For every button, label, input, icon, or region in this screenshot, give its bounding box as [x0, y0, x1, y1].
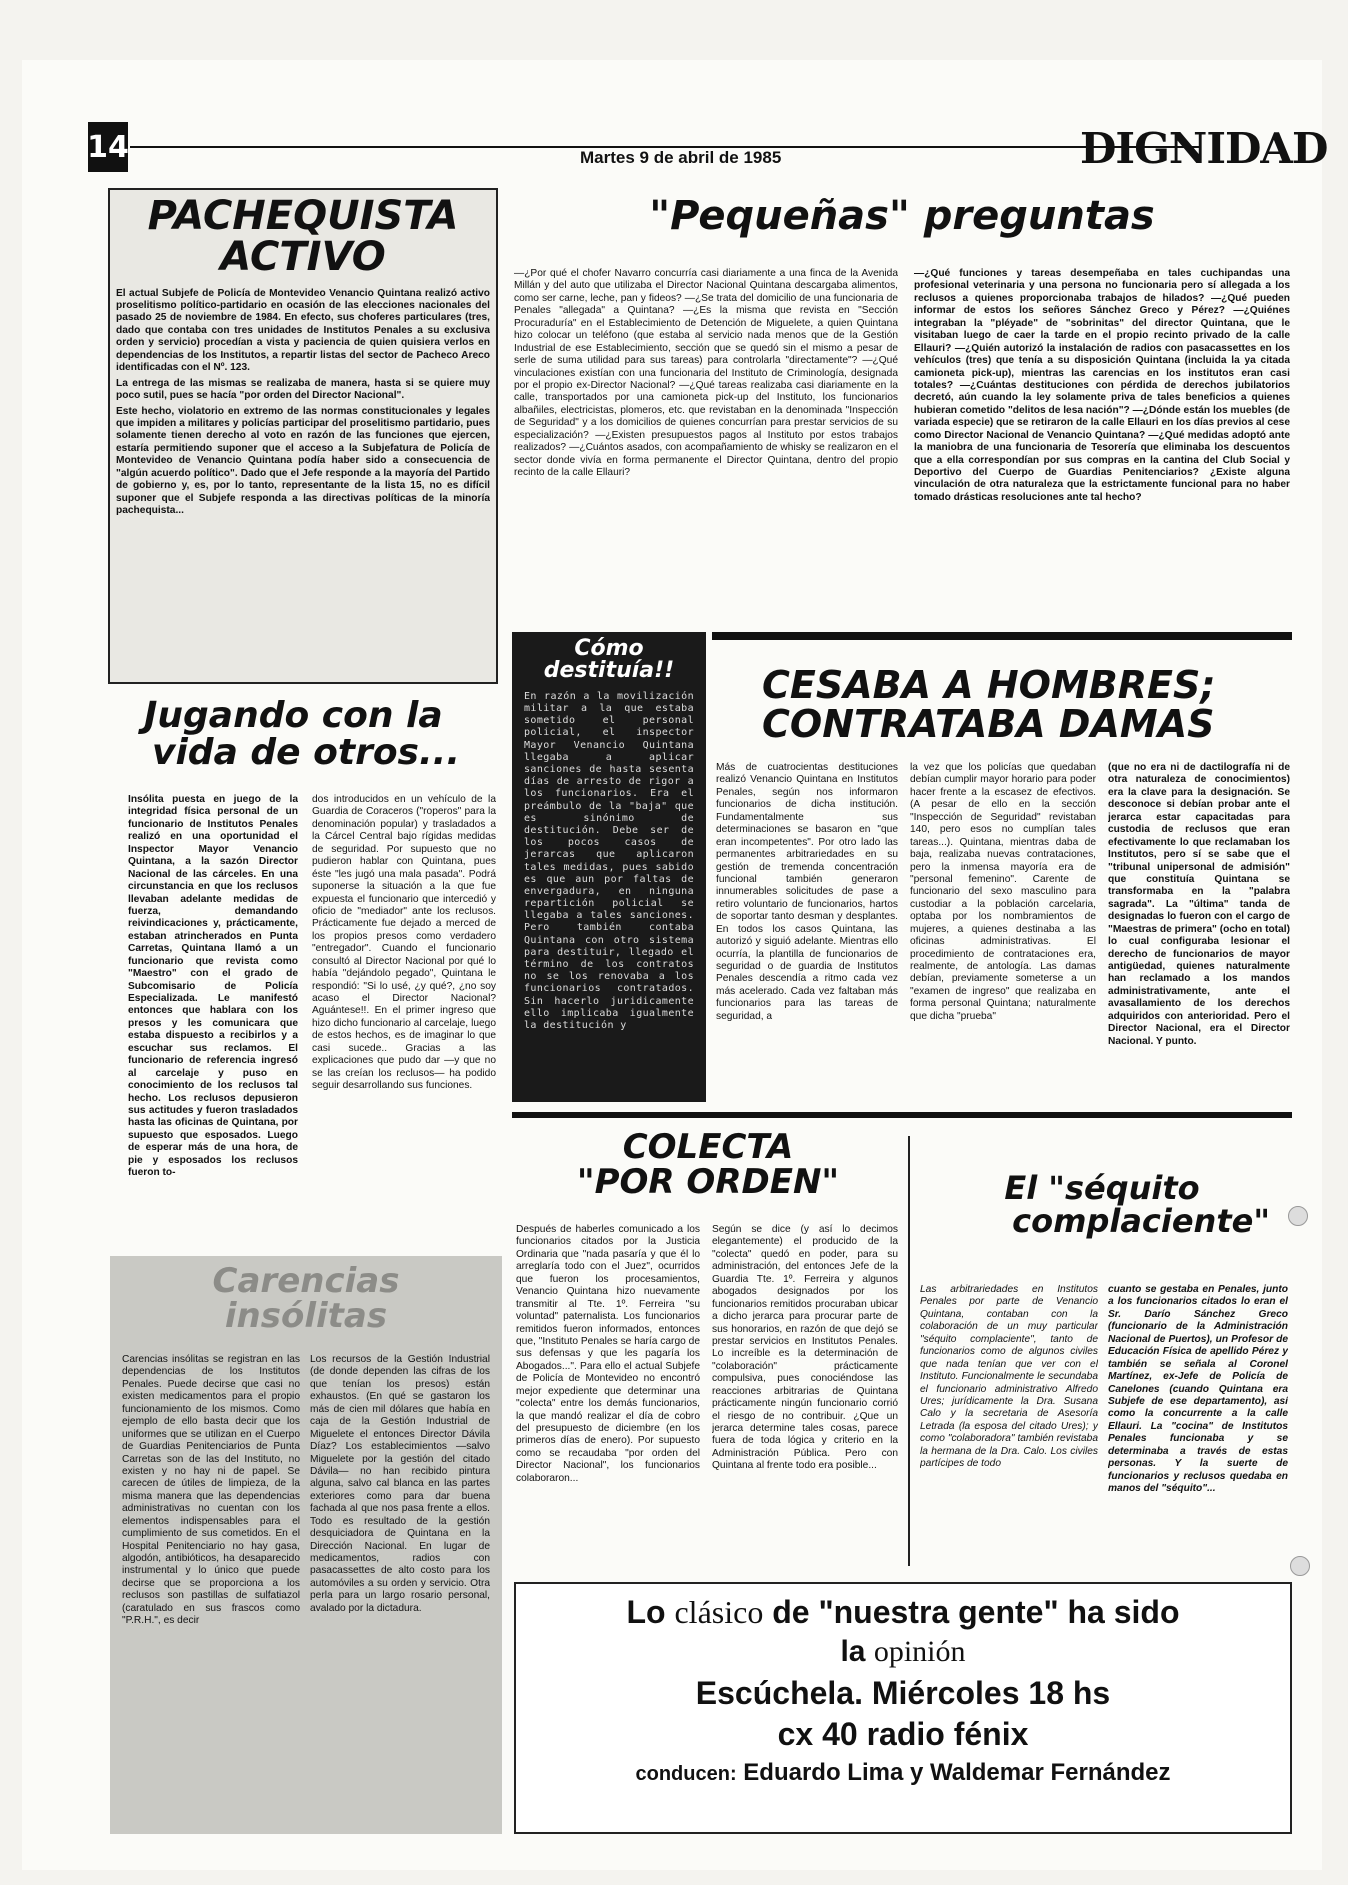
cesaba-rule: [712, 632, 1292, 640]
radio-ad: [514, 1582, 1292, 1834]
ad-line1: [516, 1594, 1290, 1631]
cesaba-article: [712, 632, 1292, 1102]
destituia-title-line1: Cómo: [574, 636, 644, 661]
pachequista-title-line2: ACTIVO: [220, 233, 386, 280]
ad-line5-a: conducen:: [635, 1763, 737, 1785]
carencias-title-line2: insólitas: [224, 1295, 388, 1336]
cesaba-col2: la vez que los policías que quedaban debían cumplir mayor horario para poder hacer frente a la escasez de efectivos. (A pesar de ello en la sección "Inspección de Seguridad" revistaban 140, pero esos no cumplían tales tareas...). Quintana, mientras daba de baja, realizaba nuevas contrataciones, pero la inmensa mayoría era de "personal femenino". Carente de funcionario del sexo masculino para custodiar a la población carcelaria, optaba por los nombramientos de mujeres, a quienes destinaba a las oficinas administrativas. El procedimiento de contrataciones era, realmente, de antología. Las damas debían, previamente someterse a un "examen de ingreso" que realizaba en forma personal Quintana; naturalmente que dicha "prueba": [910, 762, 1096, 1022]
punch-hole-icon: [1290, 1556, 1310, 1576]
ad-line1-a: Lo: [626, 1594, 666, 1630]
section-divider: [512, 1112, 1292, 1118]
pachequista-title-line1: PACHEQUISTA: [147, 193, 459, 239]
punch-hole-icon: [1288, 1206, 1308, 1226]
jugando-col2: dos introducidos en un vehículo de la Guardia de Coraceros ("roperos" para la denominación popular) y trasladados a la Cárcel Central bajo rígidas medidas de seguridad. Por supuesto que no pudieron hablar con Quintana, pues éste "les jugó una mala pasada". Podrá suponerse la situación a la que fue expuesta el funcionario que intercedió y oficio de "mediador" ante los reclusos. Prácticamente fue dejado a merced de los propios presos como verdadero "entregador". Cuando el funcionario consultó al Director Nacional por qué lo había "dejándolo pegado", Quintana le respondió: "Si lo usé, ¿y qué?, ¿no soy acaso el Director Nacional? Aguántese!!. En el primer ingreso que hizo dicho funcionario al carcelaje, luego de estos hechos, es de imaginar lo que casi sucede.. Gracias a las explicaciones que pudo dar —y que no se las creían los reclusos— ha podido seguir desarrollando sus funciones.: [312, 794, 496, 1092]
cesaba-col3: (que no era ni de dactilografía ni de otra naturaleza de conocimientos) era la clave para la designación. Se desconoce si debían probar ante el jerarca estar capacitadas para custodia de reclusos que eran efectivamente lo que reclamaban los Institutos, pero sí se sabe que el "tribunal unipersonal de admisión" que constituía Quintana se transformaba en la "palabra sagrada". La "última" tanda de designadas lo fueron con el cargo de "Maestras de primera" (ocho en total) lo cual configuraba lesionar el derecho de funcionarios de mayor antigüedad, quienes naturalmente han reclamado a los mandos administrativamente, ante el avasallamiento de los derechos adquiridos con anterioridad. Pero el Director Nacional, era el Director Nacional. Y punto.: [1108, 762, 1290, 1047]
cesaba-col1: Más de cuatrocientas destituciones realizó Venancio Quintana en Institutos Penales, según nos informaron funcionarios de dicha institución. Fundamentalmente sus determinaciones se basaron en "que eran incompetentes". Por otro lado las permanentes arbitrariedades en su gestión de tremenda concentración funcional también generaron innumerables solicitudes de pase a retiro voluntario de funcionarios, hartos de soportar tanto desman y desplantes. En todos los casos Quintana, las autorizó y siguió adelante. Mientras ello ocurría, la plantilla de funcionarios de seguridad o de guardia de Institutos Penales descendía a ritmo cada vez más acelerado. Cada vez faltaban más funcionarios para las tareas de seguridad, a: [716, 762, 898, 1022]
jugando-title-line2: vida de otros...: [152, 731, 461, 773]
cesaba-title-line2: CONTRATABA DAMAS: [762, 701, 1215, 746]
destituia-article: [512, 632, 706, 1102]
carencias-col1: Carencias insólitas se registran en las dependencias de los Institutos Penales. Puede decirse que casi no existen medicamentos para el propio funcionamiento de los mismos. Como ejemplo de ello basta decir que los uniformes que se utilizan en el Cuerpo de Guardias Penitenciarios de Punta Carretas son de las del Instituto, no existen y no hay ni de papel. Se carecen de útiles de limpieza, de la misma manera que las dependencias administrativas no cuentan con los elementos indispensables para el cumplimiento de sus cometidos. En el Hospital Penitenciario no hay gasa, algodón, antibióticos, ha desaparecido instrumental y lo único que puede decirse que se proporciona a los reclusos son pastillas de sulfatiazol (caratulado en sus frascos como "P.R.H.", es decir: [122, 1354, 300, 1627]
ad-line2: [516, 1635, 1290, 1669]
destituia-body: En razón a la movilización militar a la que estaba sometido el personal policial, el inspector Mayor Venancio Quintana llegaba a aplicar sanciones de hasta sesenta días de arresto de rigor a los funcionarios. Era el preámbulo de la "baja" que es sinónimo de destitución. Debe ser de los pocos casos de jerarcas que aplicaron tales medidas, pues sabido es que aun por faltas de envergadura, en ninguna repartición policial se llegaba a tales sanciones. Pero también contaba Quintana con otro sistema para destituir, llegado el término de los contratos no se los renovaba a los funcionarios contratados. Sin hacerlo juridicamente ello implicaba igualmente la destitución y: [524, 690, 694, 1031]
colecta-title-line1: COLECTA: [622, 1127, 794, 1167]
jugando-col1: Insólita puesta en juego de la integridad física personal de un funcionario de Institutos Penales realizó en una oportunidad el Inspector Mayor Venancio Quintana, a la sazón Director Nacional de las cárceles. En una circunstancia en que los reclusos llevaban adelante medidas de fuerza, demandando reivindicaciones y, prácticamente, estaban atrincherados en Punta Carretas, Quintana llamó a un funcionario que revista como "Maestro" con el grado de Subcomisario de Policía Especializada. Le manifestó entonces que hablara con los presos y les comunicara que estaba dispuesto a recibirlos y a escuchar sus reclamos. El funcionario de referencia ingresó al carcelaje y puso en conocimiento de los reclusos tal hecho. Los reclusos depusieron sus actitudes y fueron trasladados hasta las oficinas de Quintana, por supuesto que esposados. Luego de esperar más de una hora, de pie y esposados los reclusos fueron to-: [128, 794, 298, 1179]
issue-date: Martes 9 de abril de 1985: [580, 148, 782, 167]
carencias-col2: Los recursos de la Gestión Industrial (de donde dependen las cifras de los que tenían los presos) están exhaustos. (En qué se gastaron los más de cien mil dólares que había en caja de la Gestión Industrial de Miguelete el entonces Director Dávila Díaz? Los establecimientos —salvo Miguelete por la gestión del citado Dávila— no han recibido pintura alguna, salvo cal blanca en las partes exteriores como para dar buena fachada al que nos pasa frente a ellos. Todo es resultado de la gestión desquiciadora de Quintana en la Dirección Nacional. En lugar de medicamentos, radios con pasacassettes de alto costo para los automóviles a su orden y servicio. Otra perla para un largo rosario personal, avalado por la dictadura.: [310, 1354, 490, 1614]
ad-line1-b: clásico: [674, 1594, 764, 1630]
colecta-article: [514, 1127, 902, 1570]
cesaba-title-line1: CESABA A HOMBRES;: [762, 663, 1216, 707]
pachequista-para3: Este hecho, violatorio en extremo de las normas constitucionales y legales que impiden a militares y policías participar del proselitismo partidario, pues solamente tienen derecho al voto en razón de las funciones que ejercen, estaría permitiendo suponer que el acceso a la Subjefatura de Policía de Montevideo de Venancio Quintana podía haber sido a consecuencia de "algún acuerdo político". Dado que el Jefe responde a la mayoría del Partido de gobierno y, es, por lo tanto, representante de la lista 15, no es difícil suponer que el Subjefe responda a las directivas políticas de la minoría pachequista...: [116, 405, 490, 517]
ad-line3: Escúchela. Miércoles 18 hs: [695, 1675, 1111, 1711]
masthead: DIGNIDAD: [1080, 124, 1328, 173]
colecta-col2: Según se dice (y así lo decimos elegantemente) el producido de la "colecta" quedó en poder, para su administración, del entonces Jefe de la Guardia Tte. 1º. Ferreira y algunos abogados designados por los funcionarios remitidos procuraban ubicar a dicho jerarca para procurar parte de sus honorarios, en razón de que dejó se prestar servicios en Institutos Penales. Lo increíble es la determinación de "colaboración" prácticamente compulsiva, pues conociéndose las reacciones arbitrarias de Quintana prácticamente ningún funcionario corrió el riesgo de no contribuir. ¿Que un jerarca determine tales cosas, parece fuera de toda lógica y criterio en la Administración Pública. Pero con Quintana al frente todo era posible...: [712, 1224, 898, 1472]
ad-line5-b: Eduardo Lima y Waldemar Fernández: [743, 1759, 1171, 1786]
ad-line4: cx 40 radio fénix: [777, 1716, 1029, 1752]
jugando-article: [108, 695, 500, 1236]
preguntas-article: [512, 193, 1292, 616]
ad-line2-b: opinión: [873, 1635, 966, 1668]
sequito-col2: cuanto se gestaba en Penales, junto a los funcionarios citados lo eran el Sr. Darío Sánchez Greco (funcionario de la Administración Nacional de Puertos), un Profesor de Educación Física de apellido Pérez y también se señala al Coronel Martínez, ex-Jefe de Policía de Canelones (cuando Quintana era Subjefe de ese departamento), así como la concurrente a la calle Ellauri. La "cocina" de Institutos Penales funcionaba y se determinaba a través de estas personas. Y la suerte de funcionarios y reclusos quedaba en manos del "séquito"...: [1108, 1284, 1288, 1494]
sequito-article: [908, 1136, 1294, 1566]
pachequista-para1: El actual Subjefe de Policía de Montevideo Venancio Quintana realizó activo proselitismo político-partidario en ocasión de las elecciones nacionales del pasado 25 de noviembre de 1984. En efecto, sus choferes particulares (tres, dado que contaba con tres unidades de Institutos Penales a su exclusiva orden y servicio) procedían a vista y paciencia de quien quisiera verlos en dependencias de los Institutos, a repartir listas del sector de Pacheco Areco identificadas con el Nº. 123.: [116, 287, 490, 374]
pachequista-article: [108, 188, 498, 684]
pachequista-body: [116, 288, 490, 660]
carencias-article: [110, 1256, 502, 1834]
page-number: 14: [88, 122, 128, 172]
destituia-title-line2: destituía!!: [543, 658, 675, 684]
colecta-title-line2: "POR ORDEN": [576, 1161, 840, 1202]
preguntas-title: "Pequeñas" preguntas: [649, 193, 1155, 239]
preguntas-col1: —¿Por qué el chofer Navarro concurría casi diariamente a una finca de la Avenida Millán y del auto que utilizaba el Director Nacional Quintana descargaba alimentos, como ser carne, leche, pan y fideos? —¿Se trata del domicilio de una funcionaria de Penales "allegada" a Quintana? —¿Es la misma que revista en "Sección Procuraduría" en el Establecimiento de Detención de Miguelete, a quien Quintana hizo colocar un teléfono (que estaba al servicio nada menos que de la Gestión Industrial de ese Establecimiento, sección que se quedó sin el mismo a pesar de serle de suma utilidad para sus tareas) para controlarla "directamente"? —¿Qué vinculaciones existían con una funcionaria del Instituto de Criminología, designada por el propio ex-Director Nacional? —¿Qué tareas realizaba casi diariamente en la calle, transportados por una camioneta pick-up del Instituto, los funcionarios albañiles, electricistas, plomeros, etc. que revistaban en la denominada "Inspección de Seguridad" y a los domicilios de quienes concurrían para prestar servicios de su especialización? —¿Existen presupuestos pagos al Instituto por estos trabajos realizados? —¿Cuántos asados, con acompañamiento de whisky se realizaron en el sector donde vivía en forma permanente el Director Quintana, dentro del propio recinto de la calle Ellauri?: [514, 268, 898, 478]
pachequista-para2: La entrega de las mismas se realizaba de manera, hasta si se quiere muy poco sutil, pues se hacía "por orden del Director Nacional".: [116, 377, 490, 402]
sequito-title-line1: El "séquito: [1004, 1169, 1200, 1207]
sequito-col1: Las arbitrariedades en Institutos Penales por parte de Venancio Quintana, contaban con la colaboración de un muy particular "séquito complaciente", tanto de funcionarios como de algunos civiles que nada tenían que ver con el Instituto. Funcionalmente le secundaba el funcionario administrativo Alfredo Ures; jurídicamente la Dra. Susana Calo y la secretaria de Asesoría Letrada (la esposa del citado Ures); y como "colaboradora" también revistaba la hermana de la Dra. Calo. Los civiles partícipes de todo: [920, 1284, 1098, 1470]
preguntas-col2: —¿Qué funciones y tareas desempeñaba en tales cuchipandas una profesional veterinaria y una persona no funcionaria pero sí allegada a los reclusos a quienes proporcionaba trabajos de hilados? —¿Qué pueden informar de estos los señores Sánchez Greco y Pérez? —¿Quiénes integraban la "pléyade" de "sobrinitas" del director Quintana, que le visitaban luego de caer la tarde en el propio recinto privado de la calle Ellauri? —¿Quién autorizó la instalación de radios con pasacassettes en los vehículos (tres) que tenía a su disposición Quintana (incluida la ya citada camioneta pick-up), mientras las carencias en los institutos eran casi totales? —¿Cuántas destituciones con pérdida de derechos jubilatorios decretó, aún cuando la ley solamente priva de tales beneficios a quienes hubieran cometido "delitos de lesa nación"? —¿Dónde están los muebles (de variada especie) que se retiraron de la calle Ellauri en los días previos al cese como Director Nacional de Venancio Quintana? —¿Qué medidas adoptó ante la maniobra de una funcionaria de Tesorería que eliminaba los descuentos que a ella correspondían por sus compras en la cantina del Club Social y Deportivo del Cuerpo de Guardias Penitenciarios? ¿Existe alguna vinculación de otra naturaleza que la estrictamente funcional para no haber tomado drásticas resoluciones ante tal hecho?: [914, 268, 1290, 503]
jugando-title-line1: Jugando con la: [144, 695, 443, 736]
carencias-title-line1: Carencias: [212, 1261, 400, 1301]
ad-line1-c: de "nuestra gente" ha sido: [772, 1594, 1180, 1630]
ad-line2-a: la: [840, 1635, 866, 1668]
ad-line5: [516, 1759, 1290, 1787]
sequito-title-line2: complaciente": [1012, 1201, 1270, 1240]
colecta-col1: Después de haberles comunicado a los funcionarios citados por la Justicia Ordinaria que "nada pasaría y que él lo arreglaría todo con el Juez", ocurridos que fueron los procesamientos, Venancio Quintana hizo nuevamente transmitir al Tte. 1º. Ferreira "su voluntad" paternalista. Los funcionarios remitidos fueron informados, entonces que, "Instituto Penales se haría cargo de sus defensas y que les pagaría los Abogados...". Para ello el actual Subjefe de Policía de Montevideo no encontró mejor expediente que determinar una "colecta" entre los demás funcionarios, la que mandó realizar el día de cobro del presupuesto de diciembre (en los primeros días de enero). Por supuesto como se recaudaba "por orden del Director Nacional", los funcionarios colaboraron...: [516, 1224, 700, 1484]
